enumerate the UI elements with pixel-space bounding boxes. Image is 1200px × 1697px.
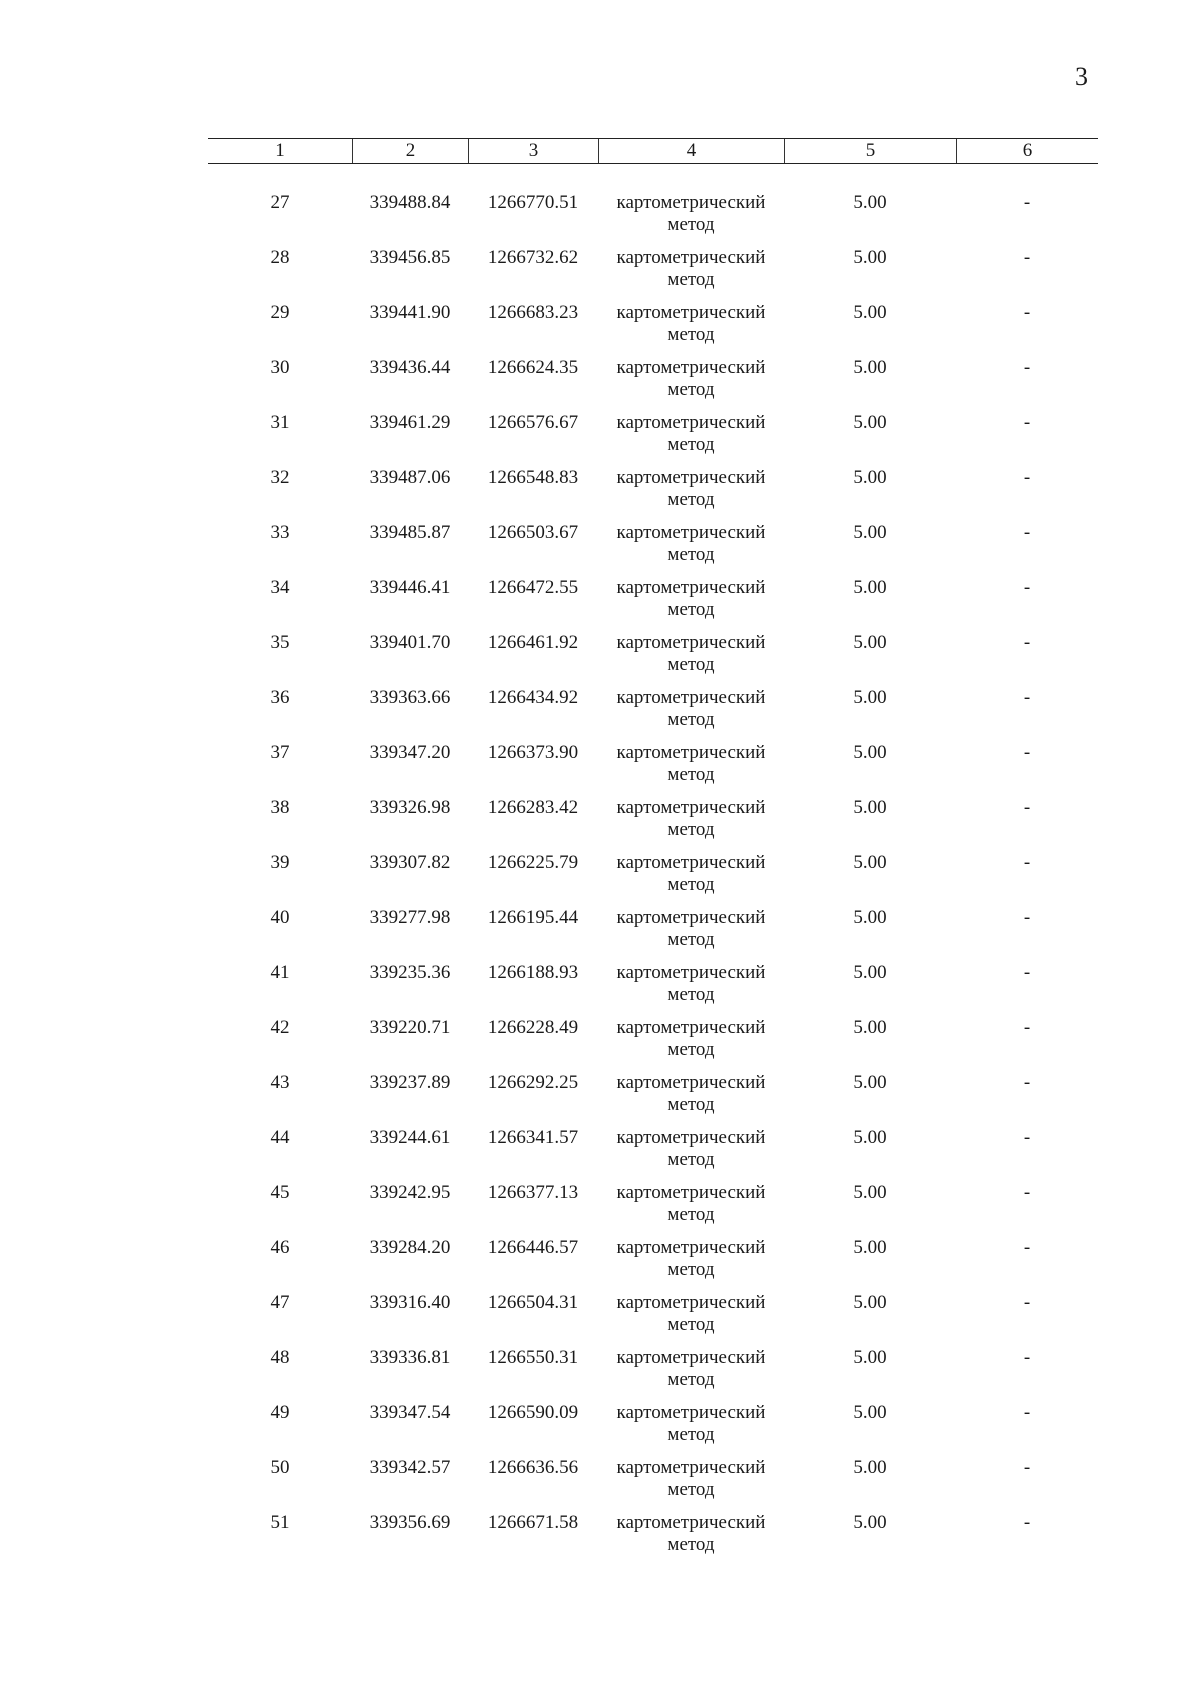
point-number: 41: [270, 962, 290, 983]
coordinate-x: 339244.61: [369, 1127, 451, 1148]
coordinate-x: 339488.84: [369, 192, 451, 213]
method: [598, 1182, 784, 1237]
method-line-1: картометрический: [616, 192, 766, 213]
table-row: [208, 1512, 1098, 1567]
coordinate-y: 1266341.57: [487, 1127, 579, 1148]
coordinates-table: [208, 138, 1098, 1567]
coordinate-y: 1266195.44: [487, 907, 579, 928]
accuracy: 5.00: [853, 247, 887, 268]
table-row: [208, 1017, 1098, 1072]
method: [598, 1237, 784, 1292]
table-header: [208, 138, 1098, 164]
method-line-2: метод: [667, 1369, 715, 1390]
header-col-3: 3: [468, 139, 598, 163]
note: -: [1023, 1237, 1031, 1258]
coordinate-y: 1266590.09: [487, 1402, 579, 1423]
table-row: [208, 522, 1098, 577]
table-row: [208, 1292, 1098, 1347]
method-line-2: метод: [667, 1534, 715, 1555]
table-row: [208, 1127, 1098, 1182]
table-row: [208, 357, 1098, 412]
method-line-1: картометрический: [616, 1292, 766, 1313]
method: [598, 412, 784, 467]
table-row: [208, 632, 1098, 687]
method: [598, 1512, 784, 1567]
accuracy: 5.00: [853, 1292, 887, 1313]
accuracy: 5.00: [853, 1512, 887, 1533]
accuracy: 5.00: [853, 192, 887, 213]
method: [598, 1402, 784, 1457]
point-number: 46: [270, 1237, 290, 1258]
method-line-1: картометрический: [616, 302, 766, 323]
point-number: 27: [270, 192, 290, 213]
point-number: 34: [270, 577, 290, 598]
accuracy: 5.00: [853, 907, 887, 928]
method-line-2: метод: [667, 874, 715, 895]
accuracy: 5.00: [853, 742, 887, 763]
method: [598, 357, 784, 412]
point-number: 43: [270, 1072, 290, 1093]
table-row: [208, 797, 1098, 852]
table-row: [208, 742, 1098, 797]
method-line-2: метод: [667, 764, 715, 785]
header-col-4: 4: [598, 139, 784, 163]
method-line-2: метод: [667, 1424, 715, 1445]
method-line-2: метод: [667, 654, 715, 675]
note: -: [1023, 302, 1031, 323]
method-line-2: метод: [667, 1039, 715, 1060]
point-number: 38: [270, 797, 290, 818]
header-col-1: 1: [275, 140, 285, 161]
note: -: [1023, 577, 1031, 598]
coordinate-x: 339347.54: [369, 1402, 451, 1423]
coordinate-x: 339277.98: [369, 907, 451, 928]
method-line-1: картометрический: [616, 1347, 766, 1368]
point-number: 31: [270, 412, 290, 433]
point-number: 29: [270, 302, 290, 323]
coordinate-y: 1266292.25: [487, 1072, 579, 1093]
method: [598, 742, 784, 797]
method-line-2: метод: [667, 1094, 715, 1115]
coordinate-y: 1266188.93: [487, 962, 579, 983]
coordinate-x: 339284.20: [369, 1237, 451, 1258]
method-line-1: картометрический: [616, 1402, 766, 1423]
accuracy: 5.00: [853, 1127, 887, 1148]
method: [598, 577, 784, 632]
coordinate-y: 1266228.49: [487, 1017, 579, 1038]
point-number: 47: [270, 1292, 290, 1313]
note: -: [1023, 412, 1031, 433]
point-number: 40: [270, 907, 290, 928]
note: -: [1023, 247, 1031, 268]
accuracy: 5.00: [853, 962, 887, 983]
coordinate-y: 1266636.56: [487, 1457, 579, 1478]
method: [598, 192, 784, 247]
method-line-1: картометрический: [616, 1182, 766, 1203]
coordinate-x: 339316.40: [369, 1292, 451, 1313]
header-col-5: 5: [784, 139, 956, 163]
table-row: [208, 1072, 1098, 1127]
note: -: [1023, 742, 1031, 763]
note: -: [1023, 192, 1031, 213]
coordinate-x: 339347.20: [369, 742, 451, 763]
coordinate-x: 339446.41: [369, 577, 451, 598]
table-row: [208, 1457, 1098, 1512]
accuracy: 5.00: [853, 797, 887, 818]
method: [598, 1017, 784, 1072]
note: -: [1023, 1402, 1031, 1423]
coordinate-x: 339242.95: [369, 1182, 451, 1203]
method-line-2: метод: [667, 214, 715, 235]
method-line-1: картометрический: [616, 1457, 766, 1478]
note: -: [1023, 1072, 1031, 1093]
point-number: 42: [270, 1017, 290, 1038]
method-line-1: картометрический: [616, 962, 766, 983]
note: -: [1023, 467, 1031, 488]
method-line-2: метод: [667, 819, 715, 840]
table-body: [208, 192, 1098, 1567]
table-row: [208, 247, 1098, 302]
coordinate-x: 339441.90: [369, 302, 451, 323]
accuracy: 5.00: [853, 1072, 887, 1093]
point-number: 37: [270, 742, 290, 763]
method-line-2: метод: [667, 434, 715, 455]
note: -: [1023, 1457, 1031, 1478]
method-line-1: картометрический: [616, 632, 766, 653]
coordinate-y: 1266732.62: [487, 247, 579, 268]
method-line-2: метод: [667, 324, 715, 345]
point-number: 32: [270, 467, 290, 488]
method-line-1: картометрический: [616, 577, 766, 598]
method-line-1: картометрический: [616, 1017, 766, 1038]
accuracy: 5.00: [853, 687, 887, 708]
note: -: [1023, 907, 1031, 928]
point-number: 28: [270, 247, 290, 268]
point-number: 45: [270, 1182, 290, 1203]
point-number: 48: [270, 1347, 290, 1368]
method: [598, 247, 784, 302]
method-line-2: метод: [667, 1259, 715, 1280]
note: -: [1023, 1512, 1031, 1533]
table-row: [208, 907, 1098, 962]
note: -: [1023, 797, 1031, 818]
coordinate-x: 339307.82: [369, 852, 451, 873]
note: -: [1023, 1127, 1031, 1148]
coordinate-y: 1266503.67: [487, 522, 579, 543]
method: [598, 907, 784, 962]
coordinate-x: 339220.71: [369, 1017, 451, 1038]
note: -: [1023, 1017, 1031, 1038]
point-number: 35: [270, 632, 290, 653]
accuracy: 5.00: [853, 1237, 887, 1258]
table-row: [208, 192, 1098, 247]
method: [598, 962, 784, 1017]
note: -: [1023, 687, 1031, 708]
method: [598, 467, 784, 522]
header-col-2: 2: [352, 139, 468, 163]
coordinate-y: 1266283.42: [487, 797, 579, 818]
method-line-1: картометрический: [616, 1072, 766, 1093]
table-row: [208, 467, 1098, 522]
method: [598, 1457, 784, 1512]
coordinate-x: 339487.06: [369, 467, 451, 488]
table-row: [208, 1402, 1098, 1457]
method-line-2: метод: [667, 379, 715, 400]
point-number: 49: [270, 1402, 290, 1423]
note: -: [1023, 1347, 1031, 1368]
accuracy: 5.00: [853, 522, 887, 543]
coordinate-x: 339326.98: [369, 797, 451, 818]
coordinate-y: 1266624.35: [487, 357, 579, 378]
table-row: [208, 1347, 1098, 1402]
method-line-2: метод: [667, 984, 715, 1005]
coordinate-x: 339436.44: [369, 357, 451, 378]
method-line-2: метод: [667, 544, 715, 565]
coordinate-y: 1266377.13: [487, 1182, 579, 1203]
note: -: [1023, 357, 1031, 378]
coordinate-x: 339363.66: [369, 687, 451, 708]
note: -: [1023, 962, 1031, 983]
method-line-1: картометрический: [616, 1127, 766, 1148]
coordinate-y: 1266550.31: [487, 1347, 579, 1368]
point-number: 30: [270, 357, 290, 378]
table-row: [208, 962, 1098, 1017]
method: [598, 687, 784, 742]
accuracy: 5.00: [853, 577, 887, 598]
method-line-1: картометрический: [616, 852, 766, 873]
method-line-2: метод: [667, 1479, 715, 1500]
table-row: [208, 412, 1098, 467]
accuracy: 5.00: [853, 632, 887, 653]
accuracy: 5.00: [853, 1457, 887, 1478]
coordinate-x: 339401.70: [369, 632, 451, 653]
method-line-1: картометрический: [616, 522, 766, 543]
coordinate-x: 339237.89: [369, 1072, 451, 1093]
coordinate-x: 339356.69: [369, 1512, 451, 1533]
note: -: [1023, 852, 1031, 873]
table-row: [208, 1237, 1098, 1292]
accuracy: 5.00: [853, 302, 887, 323]
coordinate-x: 339342.57: [369, 1457, 451, 1478]
coordinate-y: 1266671.58: [487, 1512, 579, 1533]
accuracy: 5.00: [853, 467, 887, 488]
accuracy: 5.00: [853, 1402, 887, 1423]
method-line-1: картометрический: [616, 1237, 766, 1258]
table-row: [208, 687, 1098, 742]
method: [598, 1072, 784, 1127]
point-number: 33: [270, 522, 290, 543]
method-line-2: метод: [667, 269, 715, 290]
method-line-2: метод: [667, 709, 715, 730]
coordinate-y: 1266472.55: [487, 577, 579, 598]
table-row: [208, 577, 1098, 632]
coordinate-x: 339235.36: [369, 962, 451, 983]
table-row: [208, 302, 1098, 357]
coordinate-x: 339461.29: [369, 412, 451, 433]
coordinate-y: 1266504.31: [487, 1292, 579, 1313]
method-line-1: картометрический: [616, 412, 766, 433]
coordinate-y: 1266770.51: [487, 192, 579, 213]
accuracy: 5.00: [853, 412, 887, 433]
point-number: 36: [270, 687, 290, 708]
point-number: 44: [270, 1127, 290, 1148]
method: [598, 1127, 784, 1182]
accuracy: 5.00: [853, 357, 887, 378]
coordinate-y: 1266548.83: [487, 467, 579, 488]
method: [598, 852, 784, 907]
method-line-1: картометрический: [616, 247, 766, 268]
coordinate-y: 1266683.23: [487, 302, 579, 323]
coordinate-y: 1266446.57: [487, 1237, 579, 1258]
method: [598, 522, 784, 577]
method-line-1: картометрический: [616, 467, 766, 488]
method-line-1: картометрический: [616, 742, 766, 763]
coordinate-x: 339336.81: [369, 1347, 451, 1368]
note: -: [1023, 522, 1031, 543]
method: [598, 302, 784, 357]
note: -: [1023, 1292, 1031, 1313]
method: [598, 1292, 784, 1347]
point-number: 50: [270, 1457, 290, 1478]
coordinate-y: 1266576.67: [487, 412, 579, 433]
table-row: [208, 1182, 1098, 1237]
coordinate-y: 1266434.92: [487, 687, 579, 708]
method: [598, 1347, 784, 1402]
coordinate-x: 339456.85: [369, 247, 451, 268]
point-number: 51: [270, 1512, 290, 1533]
method-line-2: метод: [667, 1314, 715, 1335]
method: [598, 632, 784, 687]
header-col-6: 6: [956, 139, 1098, 163]
method-line-1: картометрический: [616, 797, 766, 818]
accuracy: 5.00: [853, 1347, 887, 1368]
table-row: [208, 852, 1098, 907]
method-line-1: картометрический: [616, 687, 766, 708]
point-number: 39: [270, 852, 290, 873]
accuracy: 5.00: [853, 1182, 887, 1203]
method-line-1: картометрический: [616, 907, 766, 928]
coordinate-y: 1266225.79: [487, 852, 579, 873]
method-line-2: метод: [667, 929, 715, 950]
page-number: 3: [1075, 62, 1088, 91]
method-line-2: метод: [667, 1204, 715, 1225]
method-line-2: метод: [667, 489, 715, 510]
coordinate-x: 339485.87: [369, 522, 451, 543]
method-line-2: метод: [667, 1149, 715, 1170]
accuracy: 5.00: [853, 852, 887, 873]
accuracy: 5.00: [853, 1017, 887, 1038]
coordinate-y: 1266373.90: [487, 742, 579, 763]
note: -: [1023, 632, 1031, 653]
method-line-1: картометрический: [616, 357, 766, 378]
note: -: [1023, 1182, 1031, 1203]
method-line-2: метод: [667, 599, 715, 620]
method-line-1: картометрический: [616, 1512, 766, 1533]
coordinate-y: 1266461.92: [487, 632, 579, 653]
method: [598, 797, 784, 852]
